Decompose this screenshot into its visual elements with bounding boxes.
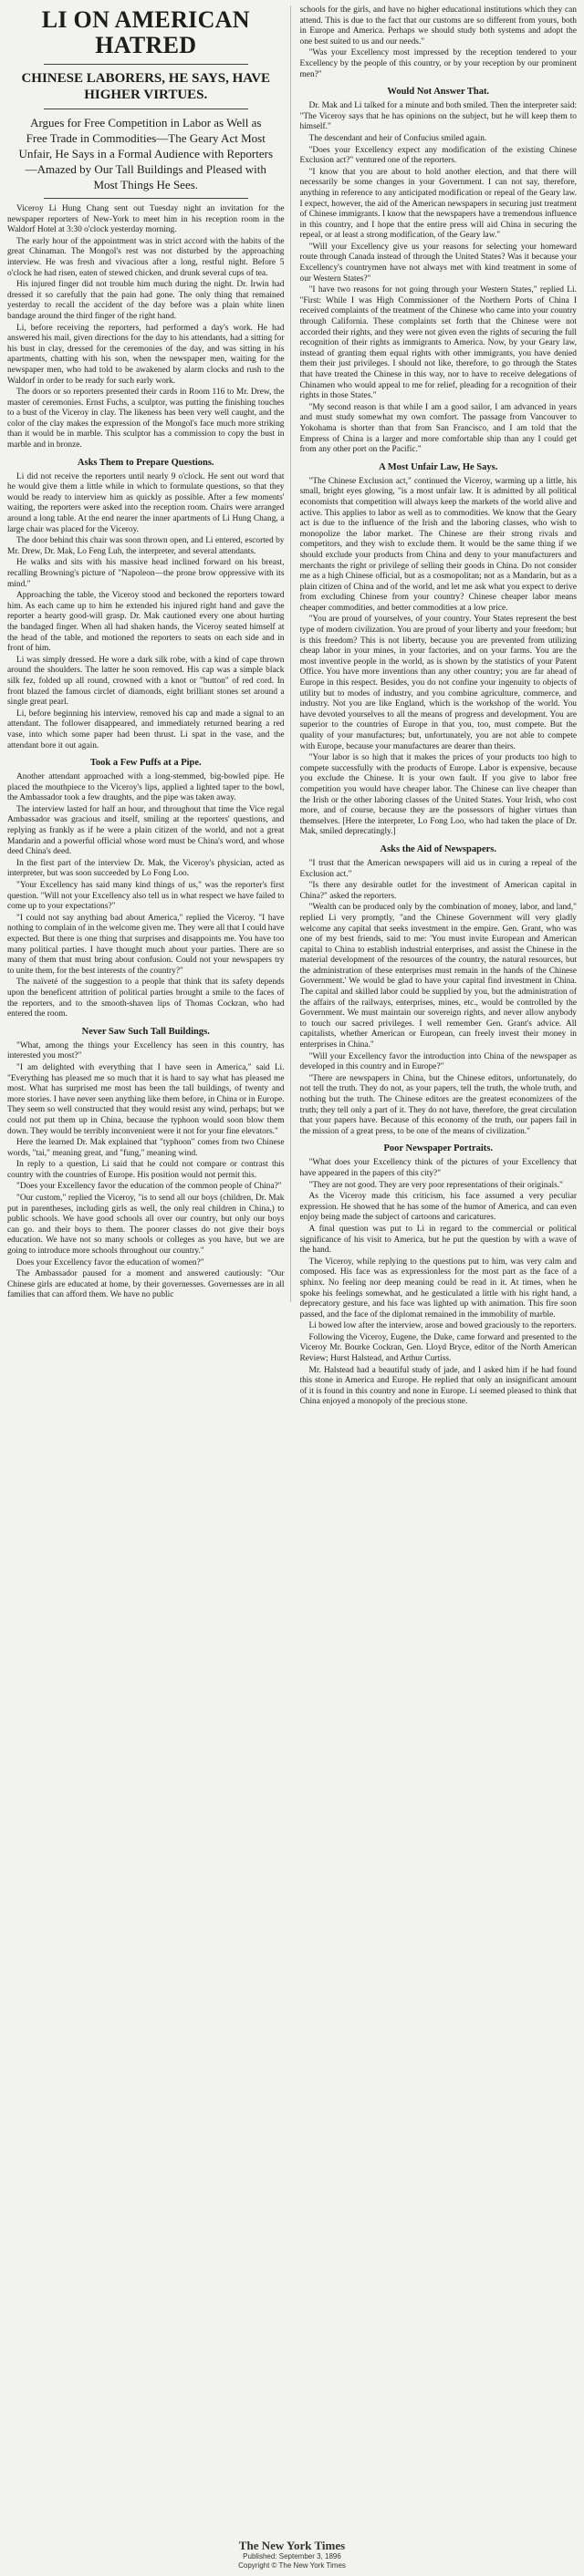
article-paragraph: "Is there any desirable outlet for the investment of American capital in China?" asked the reporters. — [299, 881, 577, 901]
published-date: Published: September 3, 1896 — [243, 2552, 341, 2560]
article-paragraph: A final question was put to Li in regard to the commercial or political significance of his visit to America, but he put the question by with a wave of the hand. — [299, 1224, 577, 1256]
article-paragraph: "Was your Excellency most impressed by the reception tendered to your Excellency by the people of this country, or by your reception by our prominent men?" — [299, 48, 577, 79]
section-subheading: Took a Few Puffs at a Pipe. — [89, 758, 202, 769]
article-paragraph: Here the learned Dr. Mak explained that "typhoon" comes from two Chinese words, "tai," meaning great, and "fung," meaning wind. — [7, 1138, 285, 1158]
article-paragraph: "Will your Excellency favor the introduction into China of the newspaper as developed in this country and in Europe?" — [299, 1051, 577, 1072]
article-paragraph: Li was simply dressed. He wore a dark silk robe, with a kind of cape thrown around the shoulders. The latter he soon removed. His cap was a simple black silk fez, folded up all round, crowned with a knot or "button" of red cord. In front blazed the famous circlet of diamonds, eight brilliant stones set around a single great pearl. — [7, 655, 285, 708]
body-rule — [44, 198, 248, 199]
article-paragraph: "What, among the things your Excellency has seen in this country, has interested you most?" — [7, 1040, 285, 1061]
article-paragraph: The Viceroy, while replying to the questions put to him, was very calm and composed. His face was as expressionless for the most part as the face of a sphinx. No feeling nor deep meaning could be read in it. At times, when he spoke his feelings somewhat, and he gesticulated a little with his right hand, a deprecatory gesture, and his face was lighted up with animation. This fire soon passed, and the face of the diplomat remained in the immobility of marble. — [299, 1257, 577, 1319]
article-paragraph: Following the Viceroy, Eugene, the Duke, came forward and presented to the Viceroy Mr. Bourke Cockran, Gen. Lloyd Bryce, editor of the North American Review; Hurst Halstead, and Arthur Curtiss. — [299, 1332, 577, 1364]
article-paragraph: Li bowed low after the interview, arose and bowed graciously to the reporters. — [308, 1321, 577, 1331]
article-paragraph: The early hour of the appointment was in strict accord with the habits of the great Chinaman. The Mongol's rest was not disturbed by the approaching interview. He was fresh and vivacious after a long, restful night. Before 5 o'clock he had risen, eaten of stewed chicken, and drunk several cups of tea. — [7, 236, 285, 278]
copyright-notice: Copyright © The New York Times — [238, 2561, 346, 2570]
article-paragraph: "I could not say anything bad about America," replied the Viceroy. "I have nothing to complain of in the welcome given me. They were all that I could have expected. But there is one thing that surprises and disappoints me. You have too many political parties. I have thought much about your parties. There are so many of them that must bring about confusion. Could not your newspapers try to unite them, for the best interests of the country?" — [7, 913, 285, 976]
section-subheading: Asks Them to Prepare Questions. — [77, 457, 214, 468]
article-paragraph: The door behind this chair was soon thrown open, and Li entered, escorted by Mr. Drew, Dr. Mak, Lo Feng Luh, the interpreter, and several attendants. — [7, 536, 285, 556]
section-subheading: Would Not Answer That. — [387, 87, 490, 98]
article-paragraph: Approaching the table, the Viceroy stood and beckoned the reporters toward him. As each came up to him he extended his injured right hand and gave the reporter a hearty good-will grasp. Dr. Mak cautioned every one about hurting the bandaged finger. When all had shaken hands, the Viceroy seated himself at the head of the table, and motioned the reporters to seats on each side and in front of him. — [7, 591, 285, 654]
headline-rule — [44, 64, 248, 65]
article-paragraph: Mr. Halstead had a beautiful study of jade, and I asked him if he had found this stone in America and Europe. He replied that only an insignificant amount of it is found in this country and none in Europe. Li seemed pleased to think that China enjoyed a monopoly of the precious stone. — [299, 1365, 577, 1407]
article-paragraph: Another attendant approached with a long-stemmed, big-bowled pipe. He placed the mouthpiece to the Viceroy's lips, applied a lighted taper to the bowl, the Ambassador took a few draughts, and the pipe was taken away. — [7, 772, 285, 803]
article-paragraph: "There are newspapers in China, but the Chinese editors, unfortunately, do not tell the truth. They do not, as your papers, tell the truth, the whole truth, and nothing but the truth. The Chinese editors are the greatest economizers of the truth; they tell only a part of it. They do not have, therefore, the great circulation that your papers have. Because of this economy of the truth, our papers fail in the mission of a great press, to be one of the means of civilization." — [299, 1073, 577, 1136]
article-headline: LI ON AMERICAN HATRED — [41, 6, 250, 58]
article-paragraph: Dr. Mak and Li talked for a minute and both smiled. Then the interpreter said: "The Viceroy says that he has opinions on the subject, but he will keep them to himself." — [299, 101, 577, 132]
article-paragraph: "They are not good. They are very poor representations of their originals." — [308, 1180, 563, 1190]
article-paragraph: The interview lasted for half an hour, and throughout that time the Vice regal Ambassador was gracious and itself, smiling at the reporters' questions, and replying as frankly as if he were a plain citizen of the world, and not a great Mandarin and a powerful official whose word must be China's word, and whose deed China's deed. — [7, 804, 285, 857]
article-paragraph: The doors or so reporters presented their cards in Room 116 to Mr. Drew, the master of ceremonies. Ernst Fuchs, a sculptor, was putting the finishing touches to a bust of the Viceroy in clay. The likeness has been very well caught, and the color of the clay makes the expression of the Mongol's face much more striking than it would be in marble. This sculptor has a commission to copy the bust in marble and in bronze. — [7, 388, 285, 450]
article-paragraph: "Wealth can be produced only by the combination of money, labor, and land," replied Li very promptly, "and the Chinese Government will very gladly welcome any capital that seeks investment in the empire. Gen. Grant, who was one of my best friends, said to me: 'You must invite European and American capital to China to establish industrial enterprises, and assist the Chinese in the material development of the resources of the country, the natural resources, but the administration of these enterprises must remain in the hands of the Chinese Government.' We would be glad to have your capital find investment in China. The capital and skilled labor could be supplied by you, but the administration of the affairs of the railways, enterprises, mines, etc., would be controlled by the Government. We must maintain our sovereign rights, and never allow anybody to touch our sacred privileges. I well remember Gen. Grant's advice. All capitalists, whether American or European, can freely invest their money in enterprises in China." — [299, 903, 577, 1050]
article-paragraph: The descendant and heir of Confucius smiled again. — [308, 133, 487, 143]
primary-deck: CHINESE LABORERS, HE SAYS, HAVE HIGHER VIRTUES. — [21, 71, 271, 102]
article-paragraph: "I am delighted with everything that I have seen in America," said Li. "Everything has pleased me so much that it is hard to say what has pleased me most. What has surprised me most has been the tall buildings, of twenty and more stories. I have never seen anything like them before, in China or in Europe. They seem so well constructed that they would resist any wind, perhaps; but we could not put them up in China, because the typhoon would soon blow them down. They would be terribly inconvenient were it not for your fine elevators." — [7, 1062, 285, 1136]
article-paragraph: As the Viceroy made this criticism, his face assumed a very peculiar expression. He showed that he has some of the humor of America, and can even enjoy being made the subject of cartoons and caricatures. — [299, 1192, 577, 1223]
article-paragraph: "Does your Excellency favor the education of the common people of China?" — [16, 1182, 282, 1192]
article-paragraph: schools for the girls, and have no higher educational institutions which they can attend. This is due to the fact that our customs are so different from yours, both in Europe and America. Perhaps we should study both systems and adopt the one best suited to us and our needs." — [299, 5, 577, 47]
article-paragraph: Does your Excellency favor the education of women?" — [16, 1257, 204, 1267]
section-subheading: Never Saw Such Tall Buildings. — [81, 1026, 210, 1037]
article-paragraph: "I have two reasons for not going through your Western States," replied Li. "First: While I was High Commissioner of the Northern Ports of China I received complaints of the treatment of the Chinese who came into your country through California. These complaints set forth that the Chinese were not accorded their rights, and they were not given even the rights of securing the full recognition of their rights as immigrants to America. Now, by your Geary law, instead of granting them equal rights with other immigrants, you have denied them their just privileges. I should not like, therefore, to go through the States that have treated the Chinese in this way, nor to have to receive delegations of Chinamen who would appeal to me for relief, pleading for a recognition of their rights in those States." — [299, 285, 577, 401]
left-column — [7, 5, 291, 1302]
article-paragraph: "The Chinese Exclusion act," continued the Viceroy, warming up a little, his small, bright eyes glowing, "is a most unfair law. It is admitted by all political economists that competition will always keep the markets of the world alive and active. This applies to labor as well as to commodities. We know that the Geary act is due to the influence of the Irish and the laboring classes, who wish to monopolize the labor market. The Chinese are their strong rivals and competitors, and they wish to exclude them. It would be the same thing if we should exclude your products from China and deny to your manufacturers and merchants the right or privilege of selling their goods in China. Do not consider me as a high Chinese official, but as a cosmopolitan; not as a Mandarin, but as a plain citizen of China and of the world, and let me ask what you expect to derive from excluding Chinese from your country? Chinese cheaper labor means cheaper commodities, and better commodities at a low price. — [299, 476, 577, 613]
right-column — [300, 5, 578, 1409]
secondary-deck: Argues for Free Competition in Labor as Well as Free Trade in Commodities—The Geary Act Most Unfair, He Says in a Formal Audience with Reporters—Amazed by Our Tall Buildings and Pleased with Most Things He Sees. — [18, 116, 274, 191]
newspaper-brand: The New York Times — [238, 2539, 346, 2552]
article-paragraph: "What does your Excellency think of the pictures of your Excellency that have appeared in the papers of this city?" — [299, 1158, 577, 1178]
article-paragraph: "Our custom," replied the Viceroy, "is to send all our boys (children, Dr. Mak put in parentheses, including girls as well, the only real children in China,) to public schools. We have good schools all over our country, but only our boys can go. and their boys to them. The poorer classes do not give their boys education. We have not so many schools or colleges as you have, but we are going to introduce more schools throughout our country." — [7, 1194, 285, 1257]
article-paragraph: "You are proud of yourselves, of your country. Your States represent the best type of modern civilization. You are proud of your liberty and your freedom; but is this freedom? This is not liberty, because you are prevented from utilizing cheap labor in your mines, in your factories, and on your farms. You are the most inventive people in the world, as is shown by the statistics of your Patent Office. You have more inventions than any other country; you are far ahead of Europe in this respect. Besides, you do not confine your ingenuity to objects of utility but to modes of industry, and you combine agriculture, commerce, and industry. Not you are like England, which is the workshop of the world. You have devoted yourselves to all the means of progress and development. You are superior to the countries of Europe in that you, too, must compete. But the quality of your manufactures; but, unfortunately, you are not able to compete with Europe, because your manufactures are dearer than theirs. — [299, 615, 577, 751]
article-paragraph: The naïveté of the suggestion to a people that think that its safety depends upon the beneficent attrition of political parties brought a smile to the faces of the reporters, and to the smooth-shaven lips of Thomas Cockran, who had entered the room. — [7, 978, 285, 1019]
article-paragraph: "I know that you are about to hold another election, and that there will necessarily be some changes in your Government. I can not say, therefore, anything in reference to any anticipated modification or repeal of the Geary law. I expect, however, the aid of the American newspapers in securing just treatment of Chinese immigrants. I know that the newspapers have a tremendous influence in this country, and I hope that the entire press will aid China in securing the repeal, or at least a strong modification, of the Geary law." — [299, 167, 577, 241]
section-subheading: Poor Newspaper Portraits. — [383, 1143, 493, 1154]
article-paragraph: Li did not receive the reporters until nearly 9 o'clock. He sent out word that he would give them a little while in which to formulate questions, so that they would be ready to interview him as quickly as possible. After a few moments' waiting, the reporters were asked into the reception room. Chairs were arranged around a long table. At the end nearer the inner apartments of Li Hung Chang, a large chair was placed for the Viceroy. — [7, 471, 285, 534]
article-paragraph: In reply to a question, Li said that he could not compare or contrast this country with the countries of Europe. His position would not permit this. — [7, 1160, 285, 1180]
article-paragraph: Li, before beginning his interview, removed his cap and made a signal to an attendant. The follower disappeared, and immediately returned bearing a red vase, into which some paper had been thrust. Li spat in the vase, and the attendant bore it out again. — [7, 709, 285, 750]
article-paragraph: "My second reason is that while I am a good sailor, I am advanced in years and must study somewhat my own comfort. The passage from Vancouver to Yokohama is shorter than that from San Francisco, and I am told that the Empress of China is a larger and more comfortable ship than any I could get from any other port on the Pacific." — [299, 402, 577, 455]
article-paragraph: "Will your Excellency give us your reasons for selecting your homeward route through Canada instead of through the United States? Was it because your Excellency's countrymen have not always met with kind treatment in some of our Western States?" — [299, 242, 577, 284]
section-subheading: A Most Unfair Law, He Says. — [379, 461, 498, 472]
article-paragraph: Li, before receiving the reporters, had performed a day's work. He had answered his mail, given directions for the day to his attendants, had a sitting for his bust in clay, dressed for the ceremonies of the day, and was sitting in his apartments, chatting with his son, when the newspaper men, waiting for the newspaper men, who had told to be awakened by alarm clocks and rush to the Waldorf in order to be ready for such early work. — [7, 323, 285, 386]
article-paragraph: His injured finger did not trouble him much during the night. Dr. Irwin had dressed it so carefully that the pain had gone. The only thing that remained yesterday to recall the accident of the day before was a plain white linen bandage around the third finger of the right hand. — [7, 280, 285, 321]
article-paragraph: "Your Excellency has said many kind things of us," was the reporter's first question. "Will not your Excellency also tell us in what respect we have failed to come up to your expectations?" — [7, 881, 285, 912]
page-footer — [0, 2539, 584, 2571]
article-paragraph: Viceroy Li Hung Chang sent out Tuesday night an invitation for the newspaper reporters of New-York to meet him in his reception room in the Waldorf Hotel at 3:30 o'clock yesterday morning. — [7, 204, 285, 235]
article-paragraph: "Does your Excellency expect any modification of the existing Chinese Exclusion act?" ventured one of the reporters. — [299, 145, 577, 166]
article-paragraph: He walks and sits with his massive head inclined forward on his breast, recalling Browning's picture of "Napoleon—the prone brow oppressive with its mind." — [7, 558, 285, 589]
left-column-body — [7, 204, 285, 1301]
article-paragraph: In the first part of the interview Dr. Mak, the Viceroy's physician, acted as interpreter, but was soon succeeded by Lo Fong Loo. — [7, 858, 285, 879]
article-paragraph: "I trust that the American newspapers will aid us in curing a repeal of the Exclusion act." — [299, 858, 577, 879]
section-subheading: Asks the Aid of Newspapers. — [380, 843, 496, 854]
article-paragraph: "Your labor is so high that it makes the prices of your products too high to compete successfully with the products of Europe. Labor is expensive, because you exclude the Chinese. It is your own fault. If you give to labor free competition you would have cheaper labor. The Chinese can live cheaper than the Irish or the other laboring classes of the United States. Your Irish, who cost more, and of course, because they are the possessors of higher virtues than themselves. [Here the interpreter, Lo Fong Loo, who had taken the place of Dr. Mak, smiled deprecatingly.] — [299, 753, 577, 837]
article-paragraph: The Ambassador paused for a moment and answered cautiously: "Our Chinese girls are educated at home, by their governesses. Governesses are in all families that can afford them. We have no public — [7, 1269, 285, 1300]
article-columns — [7, 5, 577, 1409]
right-column-body — [300, 5, 578, 1408]
